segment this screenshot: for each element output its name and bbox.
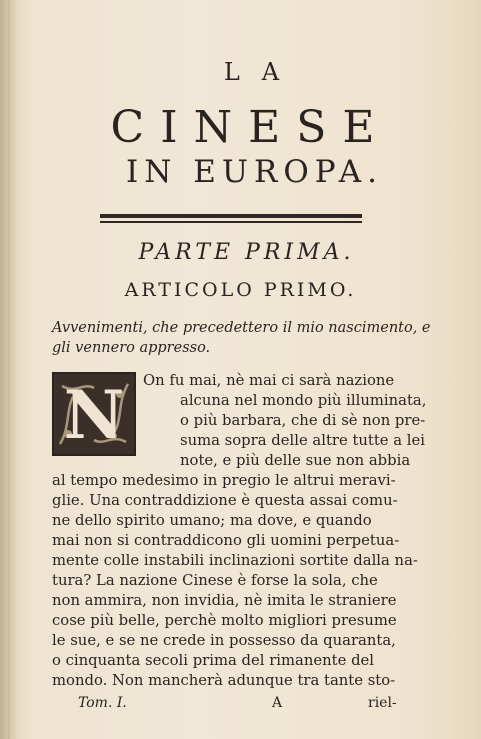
body-line: On fu mai, nè mai ci sarà nazione — [143, 372, 395, 389]
article-heading: ARTICOLO PRIMO. — [124, 279, 357, 301]
body-line: mondo. Non mancherà adunque tra tante sto- — [52, 672, 396, 689]
title-la: LA — [223, 58, 302, 86]
body-line: cose più belle, perchè molto migliori presume — [52, 612, 397, 629]
signature-mark: A — [272, 695, 283, 711]
catchword: riel- — [368, 695, 397, 711]
volume-number: Tom. I. — [78, 695, 127, 711]
body-line: al tempo medesimo in pregio le altrui meravi- — [52, 472, 396, 489]
body-line: o più barbara, che di sè non pre- — [180, 412, 426, 429]
body-line: o cinquanta secoli prima del rimanente del — [52, 652, 375, 669]
body-line: note, e più delle sue non abbia — [180, 452, 411, 469]
body-line: mai non si contraddicono gli uomini perpetua- — [52, 532, 400, 549]
body-line: ne dello spirito umano; ma dove, e quando — [52, 512, 372, 529]
body-line: non ammira, non invidia, nè imita le straniere — [52, 592, 397, 609]
body-line: mente colle instabili inclinazioni sortite dalla na- — [52, 552, 418, 569]
body-line: tura? La nazione Cinese è forse la sola, che — [52, 572, 378, 589]
decorated-initial — [52, 372, 136, 456]
title-in-europa: IN EUROPA. — [126, 154, 383, 190]
body-line: alcuna nel mondo più illuminata, — [180, 392, 427, 409]
part-heading: PARTE PRIMA. — [138, 240, 355, 265]
body-line: glie. Una contraddizione è questa assai comu- — [52, 492, 398, 509]
title-rule-thin — [100, 221, 362, 223]
title-rule-thick — [100, 214, 362, 218]
chapter-summary: Avvenimenti, che precedettero il mio nascimento, e gli vennero appresso. — [52, 320, 431, 356]
initial-letter: N — [63, 376, 125, 454]
title-cinese: CINESE — [110, 102, 391, 153]
body-line: suma sopra delle altre tutte a lei — [180, 432, 426, 449]
body-line: le sue, e se ne crede in possesso da quaranta, — [52, 632, 396, 649]
